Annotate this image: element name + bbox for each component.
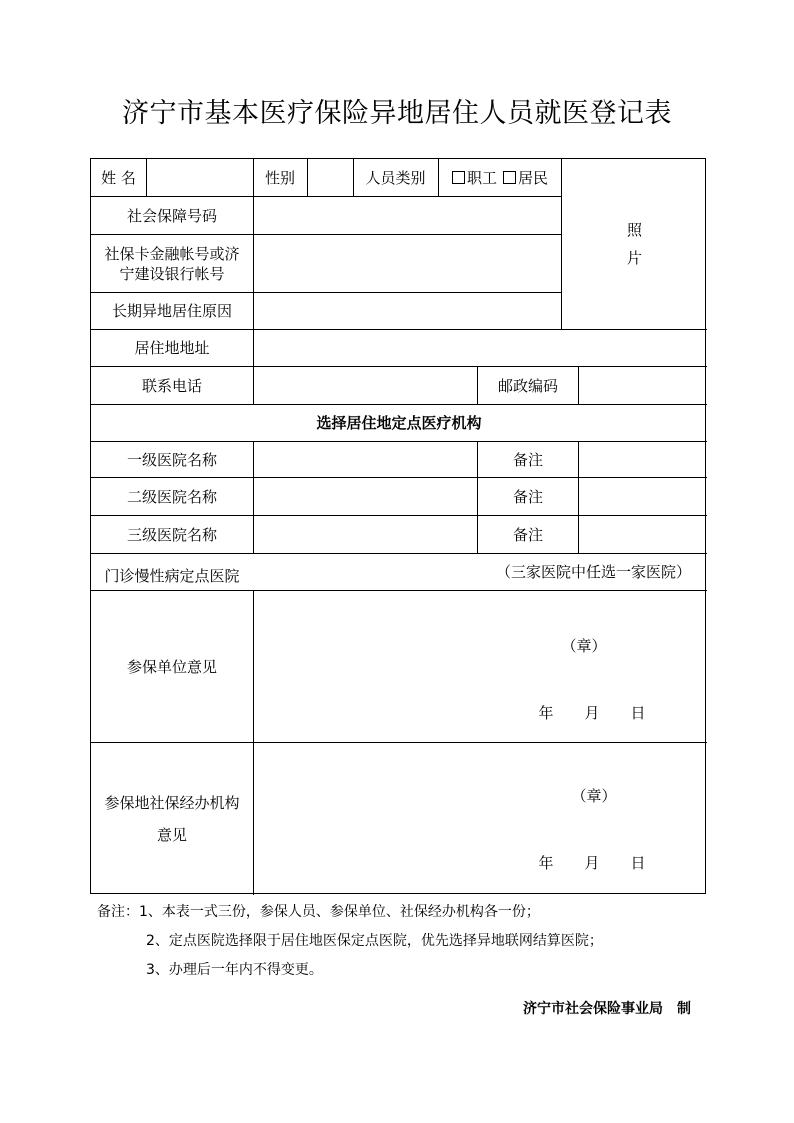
name-field[interactable] xyxy=(147,159,253,196)
ss-number-field[interactable] xyxy=(254,197,561,234)
hospital-level2-note-field[interactable] xyxy=(579,478,707,515)
gender-label: 性别 xyxy=(264,168,295,187)
checkbox-icon[interactable] xyxy=(503,171,516,184)
photo-box[interactable] xyxy=(562,159,707,329)
agency-year: 年 xyxy=(538,854,554,872)
hospital-level3-label: 三级医院名称 xyxy=(126,525,217,544)
phone-label: 联系电话 xyxy=(141,376,202,395)
chronic-hospital-label: 门诊慢性病定点医院 xyxy=(104,567,240,585)
address-field[interactable] xyxy=(254,330,707,366)
bank-account-label: 社保卡金融帐号或济 宁建设银行帐号 xyxy=(104,244,240,283)
name-label: 姓 名 xyxy=(101,168,136,187)
photo-label-1: 照 xyxy=(626,221,642,239)
hospital-level1-field[interactable] xyxy=(254,442,477,477)
hospital-level2-field[interactable] xyxy=(254,478,477,515)
checkbox-icon[interactable] xyxy=(452,171,465,184)
category-options xyxy=(439,159,561,196)
hospital-level2-note-label: 备注 xyxy=(512,487,543,506)
gender-field[interactable] xyxy=(308,159,353,196)
agency-day: 日 xyxy=(630,854,646,872)
form-title: 济宁市基本医疗保险异地居住人员就医登记表 xyxy=(122,98,672,129)
note-line-1: 备注：1、本表一式三份，参保人员、参保单位、社保经办机构各一份； xyxy=(97,904,540,920)
hospital-level2-label: 二级医院名称 xyxy=(126,487,217,506)
section-header: 选择居住地定点医疗机构 xyxy=(316,414,482,432)
hospital-level3-note-label: 备注 xyxy=(512,525,543,544)
category-option-worker[interactable]: 职工 xyxy=(452,168,497,188)
reason-field[interactable] xyxy=(254,293,561,329)
agency-opinion-label: 参保地社保经办机构 意见 xyxy=(104,794,240,844)
photo-label-2: 片 xyxy=(626,249,642,267)
chronic-hospital-hint: （三家医院中任选一家医院） xyxy=(495,563,691,581)
hospital-level1-label: 一级医院名称 xyxy=(126,450,217,469)
note-line-2: 2、定点医院选择限于居住地医保定点医院，优先选择异地联网结算医院； xyxy=(146,933,603,949)
agency-month: 月 xyxy=(584,854,600,872)
registration-form xyxy=(90,158,706,894)
phone-field[interactable] xyxy=(254,367,477,404)
reason-label: 长期异地居住原因 xyxy=(111,302,232,320)
hospital-level1-note-field[interactable] xyxy=(579,442,707,477)
category-label: 人员类别 xyxy=(365,168,426,187)
issuer-footer: 济宁市社会保险事业局 制 xyxy=(523,1001,691,1017)
postcode-label: 邮政编码 xyxy=(497,376,558,395)
employer-day: 日 xyxy=(630,704,646,722)
agency-seal: （章） xyxy=(571,787,617,805)
hospital-level3-note-field[interactable] xyxy=(579,516,707,553)
employer-month: 月 xyxy=(584,704,600,722)
hospital-level1-note-label: 备注 xyxy=(512,450,543,469)
hospital-level3-field[interactable] xyxy=(254,516,477,553)
bank-account-field[interactable] xyxy=(254,235,561,292)
employer-year: 年 xyxy=(538,704,554,722)
category-option-resident[interactable]: 居民 xyxy=(503,168,548,188)
employer-seal: （章） xyxy=(561,637,607,655)
note-line-3: 3、办理后一年内不得变更。 xyxy=(146,962,323,978)
address-label: 居住地地址 xyxy=(134,339,210,357)
ss-number-label: 社会保障号码 xyxy=(126,206,217,225)
postcode-field[interactable] xyxy=(579,367,707,404)
employer-opinion-label: 参保单位意见 xyxy=(126,657,217,676)
